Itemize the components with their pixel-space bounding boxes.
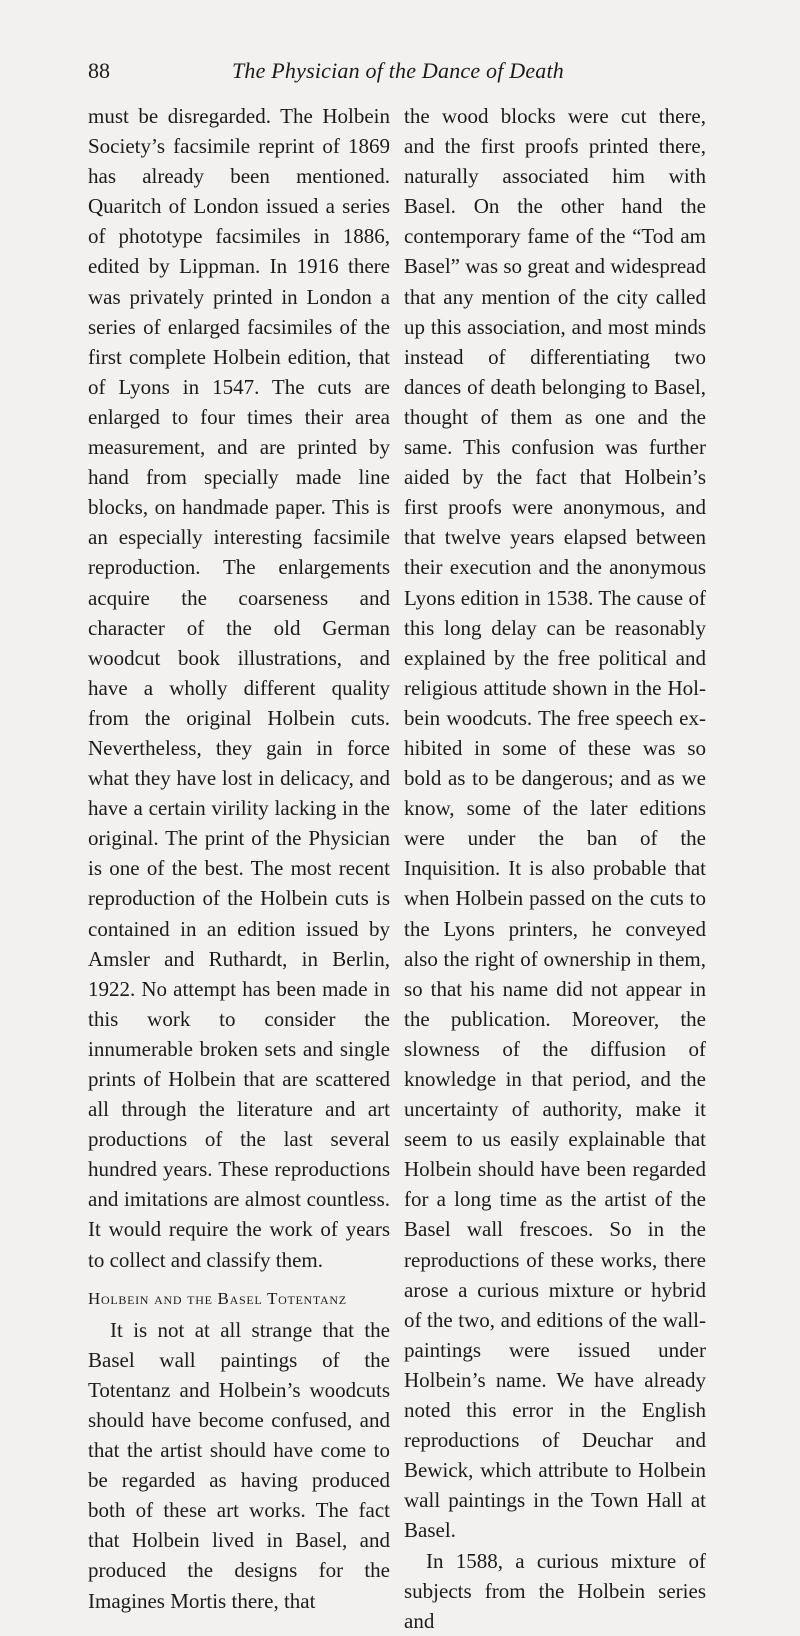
right-text-column [404,101,706,1636]
right-paragraph-1: the wood blocks were cut there, and the first proofs printed there, naturally associated him with Basel. On the other hand the contemporary fame of the “Tod am Basel” was so great and widespread that any mention of the city called up this association, and most minds instead of differentiating two dances of death belonging to Basel, thought of them as one and the same. This confusion was further aided by the fact that Holbein’s first proofs were anonymous, and that twelve years elapsed between their execution and the anonymous Lyons edition in 1538. The cause of this long delay can be reasonably explained by the free political and religious attitude shown in the Holbein woodcuts. The free speech exhibited in some of these was so bold as to be dangerous; and as we know, some of the later editions were under the ban of the Inquisition. It is also probable that when Holbein passed on the cuts to the Lyons printers, he conveyed also the right of ownership in them, so that his name did not appear in the publication. Moreover, the slowness of the diffusion of knowledge in that period, and the uncertainty of authority, make it seem to us easily explainable that Holbein should have been regarded for a long time as the artist of the Basel wall frescoes. So in the reproductions of these works, there arose a curious mixture or hybrid of the two, and editions of the wall-paintings were issued under Holbein’s name. We have already noted this error in the English reproductions of Deuchar and Bewick, which attribute to Holbein wall paintings in the Town Hall at Basel. [404,104,706,1543]
right-paragraph-2: In 1588, a curious mixture of subjects from the Holbein series and [404,1548,706,1633]
left-paragraph-2: It is not at all strange that the Basel wall paintings of the Totentanz and Holbein’s woodcuts should have become confused, and that the artist should have come to be regarded as having produced both of these art works. The fact that Holbein lived in Basel, and produced the designs for the Imagines Mortis there, that [88,1317,390,1613]
page-number: 88 [88,58,110,83]
section-heading: Holbein and the Basel Totentanz [88,1288,347,1308]
running-title: The Physician of the Dance of Death [231,58,565,83]
left-paragraph-1: must be disregarded. The Holbein Society’s facsimile reprint of 1869 has already been mentioned. Quaritch of London issued a series of phototype facsimiles in 1886, edited by Lippman. In 1916 there was privately printed in London a series of enlarged facsimiles of the first complete Holbein edition, that of Lyons in 1547. The cuts are enlarged to four times their area measurement, and are printed by hand from specially made line blocks, on handmade paper. This is an especially interesting facsimile reproduction. The enlargements acquire the coarseness and character of the old German woodcut book illustrations, and have a wholly different quality from the original Holbein cuts. Nevertheless, they gain in force what they have lost in delicacy, and have a certain virility lacking in the original. The print of the Physician is one of the best. The most recent reproduction of the Holbein cuts is contained in an edition issued by Amsler and Ruthardt, in Berlin, 1922. No attempt has been made in this work to consider the innumerable broken sets and single prints of Holbein that are scattered all through the literature and art productions of the last several hundred years. These reproductions and imitations are almost countless. It would require the work of years to collect and classify them. [88,104,390,1272]
left-text-column [88,101,390,1616]
page-header [88,57,708,85]
